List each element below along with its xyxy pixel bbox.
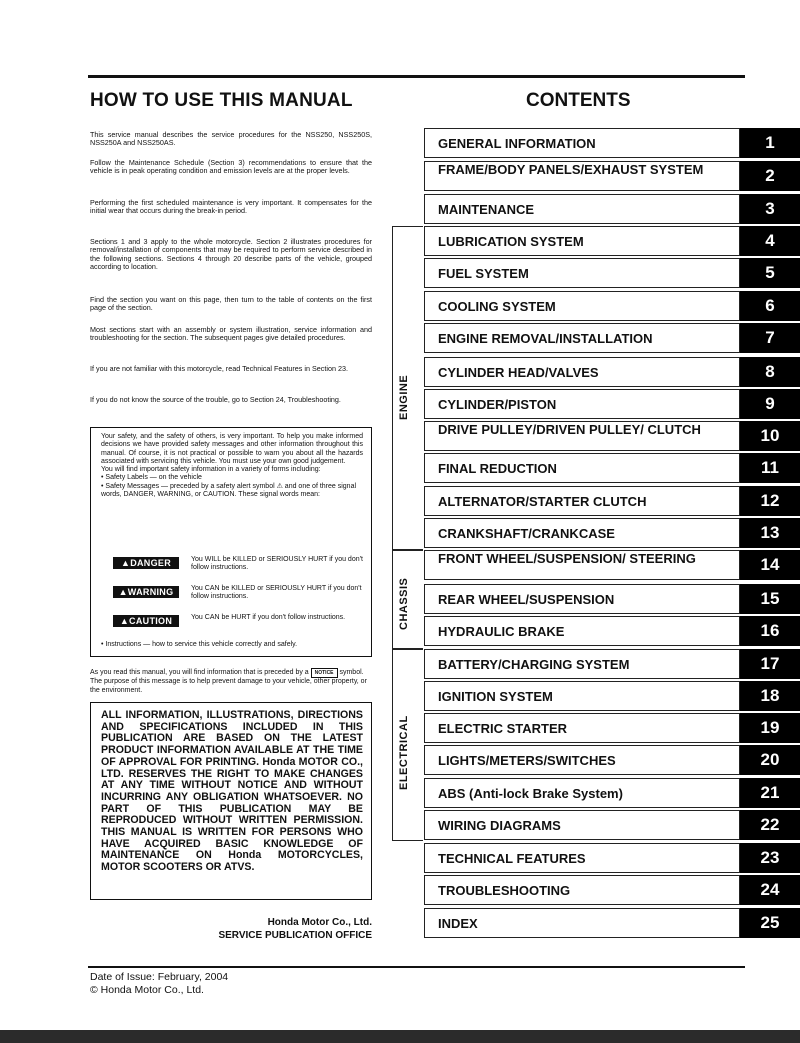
caution-meaning: You CAN be HURT if you don't follow instructions. (191, 614, 346, 621)
contents-item-number: 24 (740, 875, 800, 905)
safety-bullet-labels: • Safety Labels — on the vehicle (101, 474, 202, 482)
notice-post: symbol. The purpose of this message is to help prevent damage to your vehicle, other property, or the environment. (90, 669, 367, 694)
find-section-paragraph: Find the section you want on this page, then turn to the table of contents on the first page of the section. (90, 295, 372, 313)
safety-instructions: • Instructions — how to service this vehicle correctly and safely. (101, 641, 298, 648)
contents-item-number: 17 (740, 649, 800, 679)
contents-item-label: ABS (Anti-lock Brake System) (438, 786, 623, 801)
contents-item-number: 15 (740, 584, 800, 614)
contents-item-label: DRIVE PULLEY/DRIVEN PULLEY/ CLUTCH (438, 422, 701, 437)
contents-item-number: 11 (740, 453, 800, 483)
contents-item-number: 21 (740, 778, 800, 808)
contents-item-number: 20 (740, 745, 800, 775)
first-maintenance-paragraph: Performing the first scheduled maintenance is very important. It compensates for the initial wear that occurs during the break-in period. (90, 198, 372, 216)
safety-intro-2: You will find important safety information in a variety of forms including: (101, 466, 321, 474)
top-rule (88, 75, 745, 78)
contents-item-number: 12 (740, 486, 800, 516)
contents-item-label: HYDRAULIC BRAKE (438, 624, 565, 639)
danger-badge: ▲DANGER (113, 557, 179, 569)
contents-item-number: 2 (740, 161, 800, 191)
contents-item-number: 9 (740, 389, 800, 419)
warning-signal (113, 585, 362, 611)
contents-item-label: LIGHTS/METERS/SWITCHES (438, 753, 616, 768)
contents-item-label: GENERAL INFORMATION (438, 136, 596, 151)
issue-block (90, 971, 228, 997)
contents-item-label: FRAME/BODY PANELS/EXHAUST SYSTEM (438, 162, 704, 177)
warning-badge: ▲WARNING (113, 586, 179, 598)
notice-badge: NOTICE (311, 668, 338, 678)
contents-item-label: IGNITION SYSTEM (438, 689, 553, 704)
contents-item-number: 5 (740, 258, 800, 288)
contents-item-number: 22 (740, 810, 800, 840)
technical-features-paragraph: If you are not familiar with this motorcycle, read Technical Features in Section 23. (90, 364, 348, 373)
danger-signal (113, 556, 363, 582)
contents-item-label: LUBRICATION SYSTEM (438, 234, 584, 249)
caution-badge: ▲CAUTION (113, 615, 179, 627)
contents-item-label: REAR WHEEL/SUSPENSION (438, 592, 615, 607)
contents-item-label: COOLING SYSTEM (438, 299, 556, 314)
bottom-rule (88, 966, 745, 968)
group-electrical-label: ELECTRICAL (398, 715, 410, 790)
group-chassis-label: CHASSIS (398, 577, 410, 630)
contents-item-label: ALTERNATOR/STARTER CLUTCH (438, 494, 647, 509)
page-title: HOW TO USE THIS MANUAL (90, 90, 353, 111)
company-name: Honda Motor Co., Ltd. (267, 917, 372, 928)
structure-paragraph: Most sections start with an assembly or system illustration, service information and troubleshooting for the section. The subsequent pages give detailed procedures. (90, 325, 372, 343)
viewer-bottom-bar (0, 1030, 800, 1043)
contents-item-number: 4 (740, 226, 800, 256)
safety-info-box (90, 427, 372, 657)
contents-item-label: MAINTENANCE (438, 202, 535, 217)
warning-meaning: You CAN be KILLED or SERIOUSLY HURT if you don't follow instructions. (191, 585, 362, 601)
contents-item-label: CYLINDER HEAD/VALVES (438, 365, 599, 380)
contents-item-number: 16 (740, 616, 800, 646)
contents-item-number: 19 (740, 713, 800, 743)
contents-item-number: 1 (740, 128, 800, 158)
copyright: © Honda Motor Co., Ltd. (90, 984, 204, 996)
notice-paragraph (90, 668, 372, 695)
contents-item-label: TECHNICAL FEATURES (438, 851, 586, 866)
contents-item-label: FRONT WHEEL/SUSPENSION/ STEERING (438, 551, 696, 566)
contents-item-number: 14 (740, 550, 800, 580)
issue-date: Date of Issue: February, 2004 (90, 971, 229, 983)
contents-item-label: FINAL REDUCTION (438, 461, 557, 476)
contents-item-label: INDEX (438, 916, 478, 931)
contents-item-label: TROUBLESHOOTING (438, 883, 571, 898)
contents-title: CONTENTS (526, 90, 631, 111)
safety-intro: Your safety, and the safety of others, is very important. To help you make informed decisions we have provided safety messages and other information throughout this manual. Of course, it is not practical or possible to warn you about all the hazards associated with servicing this vehicle. You must use your own good judgement. (101, 433, 363, 465)
contents-item-label: FUEL SYSTEM (438, 266, 529, 281)
sections-paragraph: Sections 1 and 3 apply to the whole motorcycle. Section 2 illustrates procedures for removal/installation of components that may be required to perform service described in the following sections. Sections 4 through 20 describe parts of the vehicle, grouped according to location. (90, 237, 372, 272)
troubleshooting-paragraph: If you do not know the source of the trouble, go to Section 24, Troubleshooting. (90, 395, 341, 404)
disclaimer-box (90, 702, 372, 900)
intro-paragraph: This service manual describes the service procedures for the NSS250, NSS250S, NSS250A and NSS250AS. (90, 130, 372, 148)
contents-item-label: CRANKSHAFT/CRANKCASE (438, 526, 615, 541)
contents-item-number: 13 (740, 518, 800, 548)
contents-item-number: 18 (740, 681, 800, 711)
contents-item-label: ELECTRIC STARTER (438, 721, 568, 736)
contents-item-number: 6 (740, 291, 800, 321)
contents-item-label: ENGINE REMOVAL/INSTALLATION (438, 331, 653, 346)
contents-item-number: 8 (740, 357, 800, 387)
disclaimer-text: ALL INFORMATION, ILLUSTRATIONS, DIRECTIONS AND SPECIFICATIONS INCLUDED IN THIS PUBLICATION ARE BASED ON THE LATEST PRODUCT INFORMATION AVAILABLE AT THE TIME OF APPROVAL FOR PRINTING. Honda MOTOR CO., LTD. RESERVES THE RIGHT TO MAKE CHANGES AT ANY TIME WITHOUT NOTICE AND WITHOUT INCURRING ANY OBLIGATION WHATSOEVER. NO PART OF THIS PUBLICATION MAY BE REPRODUCED WITHOUT WRITTEN PERMISSION. THIS MANUAL IS WRITTEN FOR PERSONS WHO HAVE ACQUIRED BASIC KNOWLEDGE OF MAINTENANCE ON Honda MOTORCYCLES, MOTOR SCOOTERS OR ATVS. (101, 709, 363, 874)
contents-item-label: CYLINDER/PISTON (438, 397, 557, 412)
danger-meaning: You WILL be KILLED or SERIOUSLY HURT if you don't follow instructions. (191, 556, 363, 572)
group-engine-label: ENGINE (398, 374, 410, 420)
caution-signal (113, 614, 357, 640)
notice-pre: As you read this manual, you will find information that is preceded by a (90, 669, 309, 676)
office-name: SERVICE PUBLICATION OFFICE (218, 930, 372, 941)
contents-item-number: 3 (740, 194, 800, 224)
contents-item-number: 25 (740, 908, 800, 938)
contents-item-number: 10 (740, 421, 800, 451)
safety-bullet-messages: • Safety Messages — preceded by a safety alert symbol ⚠ and one of three signal words, DANGER, WARNING, or CAUTION. These signal words mean: (101, 482, 357, 499)
safety-text (101, 433, 363, 499)
maintenance-paragraph: Follow the Maintenance Schedule (Section 3) recommendations to ensure that the vehicle is in peak operating condition and emission levels are at the proper levels. (90, 158, 372, 176)
contents-item-number: 7 (740, 323, 800, 353)
contents-item-number: 23 (740, 843, 800, 873)
contents-item-label: BATTERY/CHARGING SYSTEM (438, 657, 630, 672)
contents-item-label: WIRING DIAGRAMS (438, 818, 561, 833)
publisher-block (200, 916, 372, 942)
